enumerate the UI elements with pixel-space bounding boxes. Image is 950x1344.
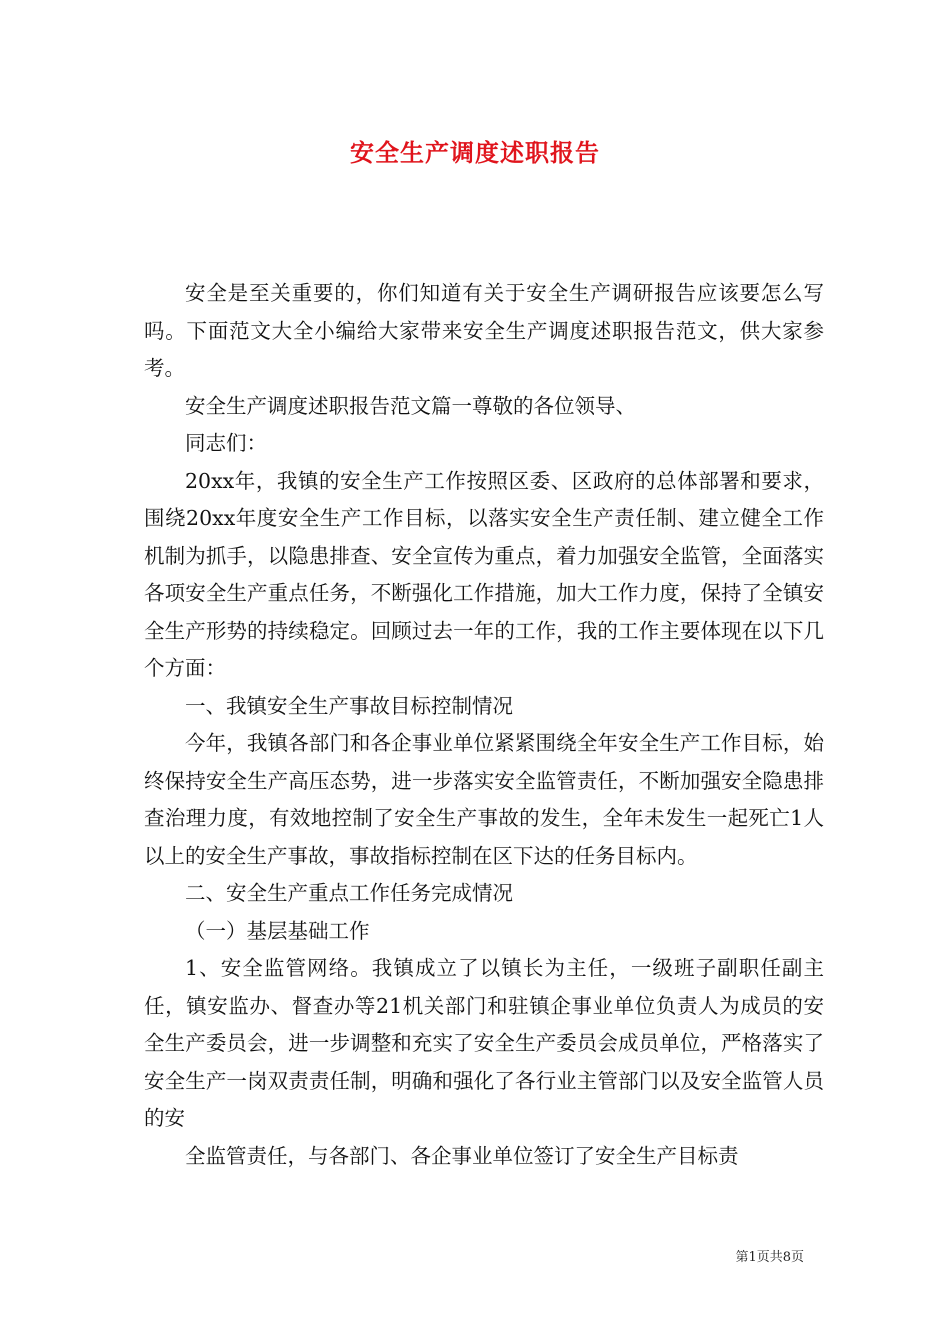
document-title: 安全生产调度述职报告	[350, 138, 600, 167]
section-heading-one: 一、我镇安全生产事故目标控制情况	[185, 693, 513, 718]
paragraph-heading-article-one: 安全生产调度述职报告范文篇一尊敬的各位领导、	[185, 393, 636, 418]
page-number-footer: 第1页共8页	[735, 1250, 804, 1265]
paragraph-salutation: 同志们：	[185, 431, 267, 455]
paragraph-overview: 20xx年，我镇的安全生产工作按照区委、区政府的总体部署和要求，围绕20xx年度安全生产工作目标，以落实安全生产责任制、建立健全工作机制为抓手，以隐患排查、安全宣传为重点，着力加强安全监管，全面落实各项安全生产重点任务，不断强化工作措施，加大工作力度，保持了全镇安全生产形势的持续稳定。回顾过去一年的工作，我的工作主要体现在以下几个方面：	[144, 468, 824, 680]
paragraph-item-one-continued: 全监管责任，与各部门、各企事业单位签订了安全生产目标责	[185, 1143, 739, 1168]
subsection-heading-one: （一）基层基础工作	[185, 918, 370, 943]
paragraph-item-one: 1、安全监管网络。我镇成立了以镇长为主任，一级班子副职任副主任，镇安监办、督查办等21机关部门和驻镇企事业单位负责人为成员的安全生产委员会，进一步调整和充实了安全生产委员会成员单位，严格落实了安全生产一岗双责责任制，明确和强化了各行业主管部门以及安全监管人员的安	[144, 956, 824, 1130]
section-heading-two: 二、安全生产重点工作任务完成情况	[185, 881, 513, 905]
paragraph-section-one: 今年，我镇各部门和各企事业单位紧紧围绕全年安全生产工作目标，始终保持安全生产高压态势，进一步落实安全监管责任，不断加强安全隐患排查治理力度，有效地控制了安全生产事故的发生，全年未发生一起死亡1人以上的安全生产事故，事故指标控制在区下达的任务目标内。	[144, 731, 824, 868]
paragraph-intro: 安全是至关重要的，你们知道有关于安全生产调研报告应该要怎么写吗。下面范文大全小编给大家带来安全生产调度述职报告范文，供大家参考。	[144, 281, 824, 380]
document-body	[144, 275, 824, 1175]
